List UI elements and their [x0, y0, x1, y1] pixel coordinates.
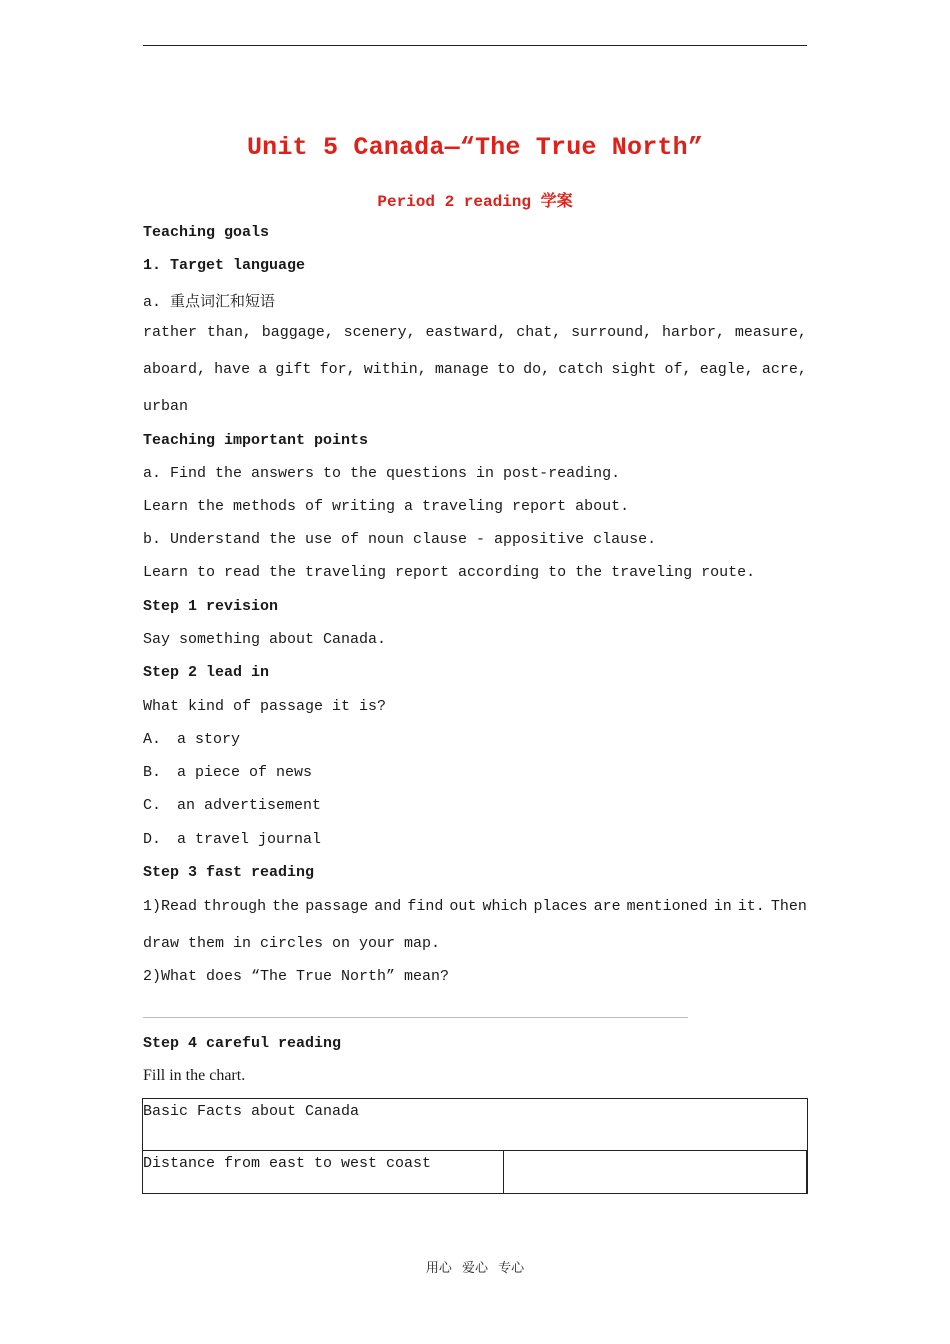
vocab-word: harbor, [662, 324, 726, 341]
point-a-detail: Learn the methods of writing a traveling report about. [143, 498, 630, 515]
option-text: an advertisement [177, 797, 322, 814]
question-word: the [272, 898, 300, 915]
vocab-word: acre, [761, 361, 807, 378]
vocab-line-3: urban [143, 398, 189, 415]
vocab-word: surround, [571, 324, 653, 341]
question-word: places [533, 898, 588, 915]
option-d [143, 831, 321, 848]
option-letter: A. [143, 731, 162, 748]
vocab-line-1 [143, 324, 807, 341]
question-word: are [593, 898, 621, 915]
vocab-word: have [214, 361, 251, 378]
point-a: a. Find the answers to the questions in post-reading. [143, 465, 621, 482]
vocab-word: eagle, [699, 361, 754, 378]
vocab-word: to [496, 361, 515, 378]
heading-important-points: Teaching important points [143, 432, 369, 449]
vocab-word: do, [523, 361, 551, 378]
question-word: through [203, 898, 267, 915]
heading-target-language: 1. Target language [143, 257, 306, 274]
vocab-word: baggage, [261, 324, 334, 341]
heading-step3: Step 3 fast reading [143, 864, 315, 881]
facts-table [142, 1098, 808, 1194]
question-word: passage [305, 898, 369, 915]
option-letter: D. [143, 831, 162, 848]
document-title: Unit 5 Canada—“The True North” [246, 133, 704, 162]
heading-step1: Step 1 revision [143, 598, 279, 615]
vocab-label: a. 重点词汇和短语 [143, 294, 276, 311]
document-subtitle: Period 2 reading 学案 [377, 193, 573, 211]
vocab-word: eastward, [425, 324, 507, 341]
option-text: a story [177, 731, 241, 748]
vocab-word: a [258, 361, 268, 378]
table-header-cell: Basic Facts about Canada [143, 1099, 808, 1151]
vocab-line-2 [143, 361, 807, 378]
vocab-word: sight [611, 361, 657, 378]
question-word: it. [737, 898, 765, 915]
option-a [143, 731, 240, 748]
question-word: Then [770, 898, 807, 915]
vocab-word: manage [434, 361, 489, 378]
vocab-word: gift [275, 361, 312, 378]
option-c [143, 797, 321, 814]
vocab-word: rather [143, 324, 198, 341]
step2-question: What kind of passage it is? [143, 698, 387, 715]
vocab-word: within, [363, 361, 427, 378]
vocab-word: of, [664, 361, 692, 378]
point-b: b. Understand the use of noun clause - appositive clause. [143, 531, 657, 548]
question-word: and [374, 898, 402, 915]
question-word: which [482, 898, 528, 915]
header-rule [143, 45, 807, 46]
vocab-word: chat, [516, 324, 562, 341]
page-footer: 用心 爱心 专心 [425, 1261, 525, 1276]
question-word: in [713, 898, 732, 915]
vocab-word: catch [558, 361, 604, 378]
answer-line [143, 1017, 688, 1018]
step3-question1-line1 [143, 898, 807, 915]
heading-teaching-goals: Teaching goals [143, 224, 270, 241]
option-text: a piece of news [177, 764, 313, 781]
step4-text: Fill in the chart. [143, 1067, 246, 1084]
option-letter: B. [143, 764, 162, 781]
heading-step4: Step 4 careful reading [143, 1035, 342, 1052]
vocab-word: than, [206, 324, 252, 341]
point-b-detail: Learn to read the traveling report according to the traveling route. [143, 564, 756, 581]
table-answer-cell[interactable] [504, 1151, 808, 1194]
question-word: 1)Read [143, 898, 198, 915]
question-word: out [449, 898, 477, 915]
step1-text: Say something about Canada. [143, 631, 387, 648]
option-letter: C. [143, 797, 162, 814]
step3-question1-line2: draw them in circles on your map. [143, 935, 441, 952]
vocab-word: for, [319, 361, 356, 378]
option-b [143, 764, 312, 781]
table-row [143, 1099, 808, 1151]
question-word: mentioned [626, 898, 708, 915]
vocab-word: measure, [734, 324, 807, 341]
table-row [143, 1151, 808, 1194]
vocab-word: scenery, [343, 324, 416, 341]
step3-question2: 2)What does “The True North” mean? [143, 968, 450, 985]
heading-step2: Step 2 lead in [143, 664, 270, 681]
option-text: a travel journal [177, 831, 322, 848]
question-word: find [407, 898, 444, 915]
table-label-cell: Distance from east to west coast [143, 1151, 504, 1194]
vocab-word: aboard, [143, 361, 207, 378]
